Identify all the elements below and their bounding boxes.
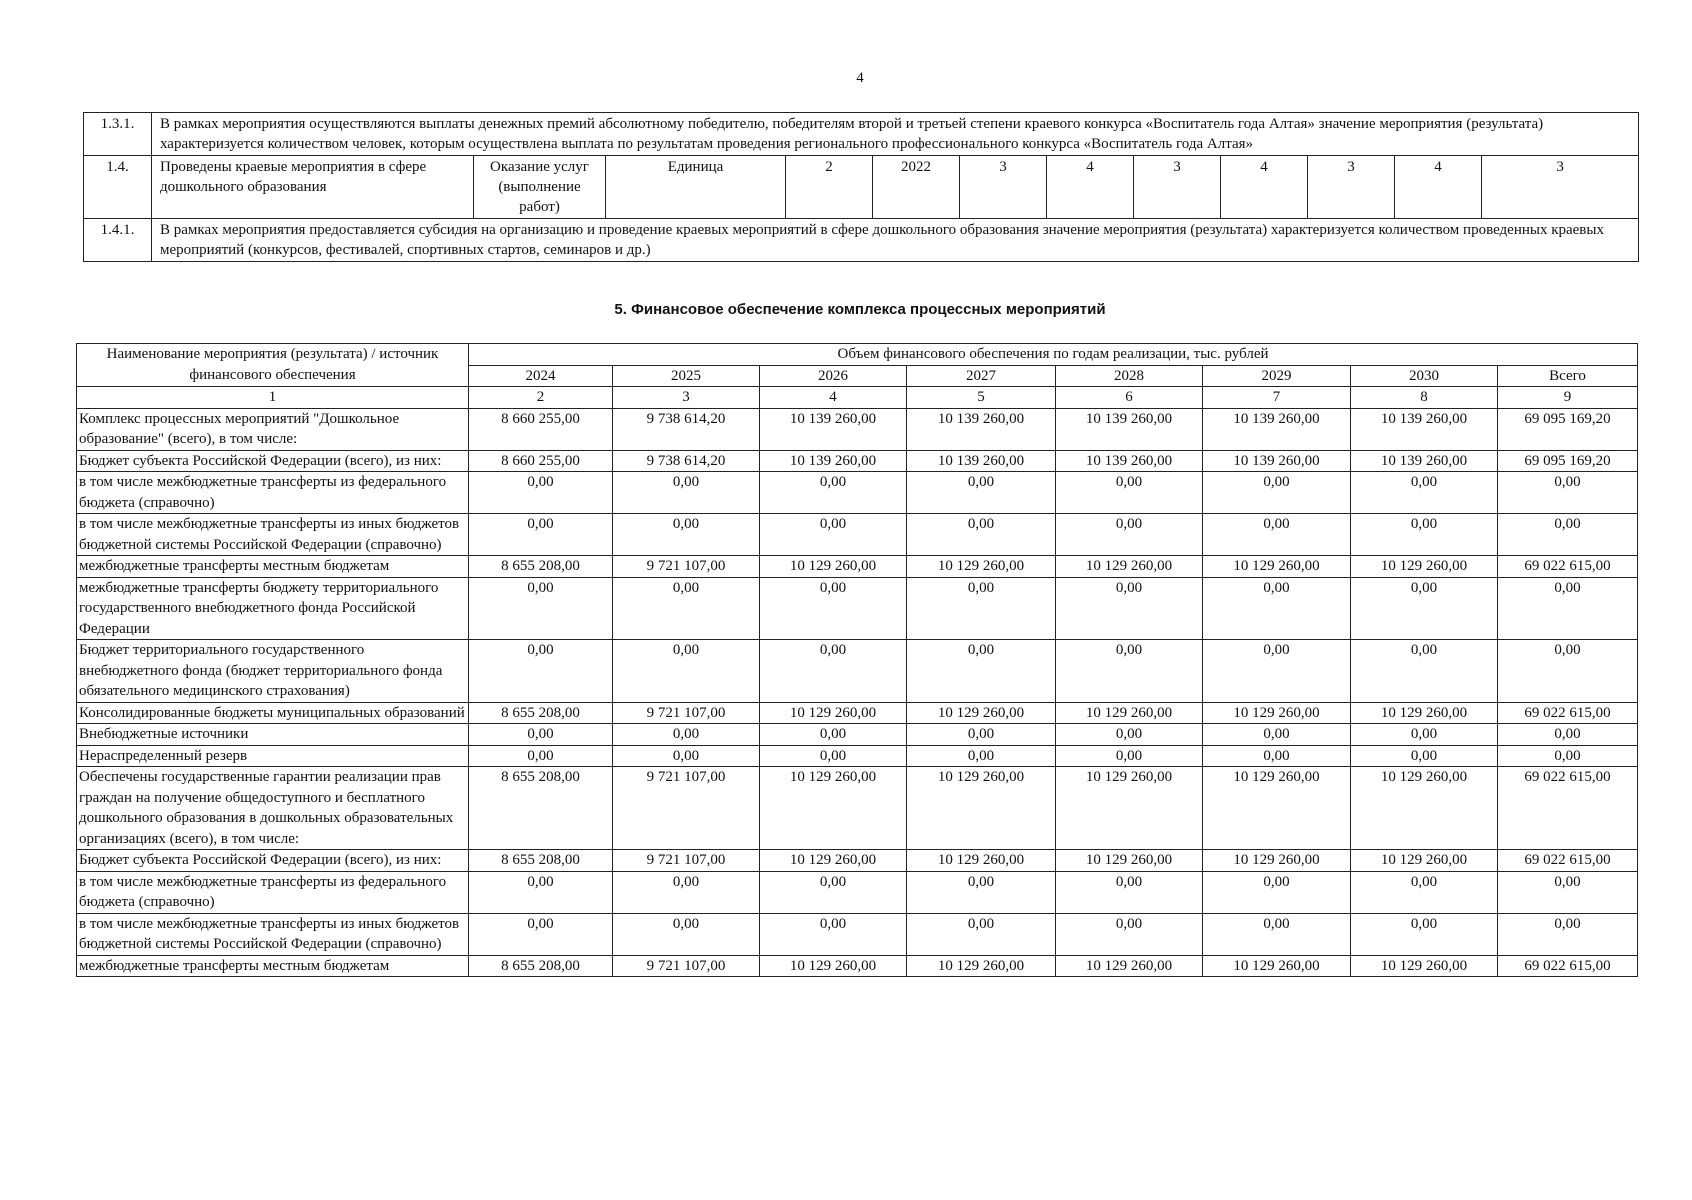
value-cell: 10 129 260,00 — [907, 850, 1056, 872]
value-cell: 10 129 260,00 — [1351, 702, 1498, 724]
indicator-kind: Оказание услуг (выполнение работ) — [474, 156, 606, 219]
value-cell: 9 721 107,00 — [613, 850, 760, 872]
value-cell: 10 129 260,00 — [907, 702, 1056, 724]
value-cell: 0,00 — [760, 913, 907, 955]
financing-table — [76, 343, 1638, 977]
value-cell: 69 022 615,00 — [1498, 955, 1638, 977]
row-number: 1.4. — [84, 156, 152, 219]
table-row — [77, 913, 1638, 955]
value-cell: 0,00 — [1498, 724, 1638, 746]
year-header: 2027 — [907, 365, 1056, 387]
value-cell: 8 655 208,00 — [469, 850, 613, 872]
value-cell: 0,00 — [907, 640, 1056, 703]
table-row — [77, 850, 1638, 872]
value-cell: 0,00 — [760, 745, 907, 767]
indicator-cell: 4 — [1047, 156, 1134, 219]
value-cell: 0,00 — [1056, 724, 1203, 746]
value-cell: 0,00 — [907, 724, 1056, 746]
table-row — [77, 724, 1638, 746]
column-number: 3 — [613, 387, 760, 409]
year-header: 2026 — [760, 365, 907, 387]
value-cell: 0,00 — [469, 577, 613, 640]
row-name: в том числе межбюджетные трансферты из федерального бюджета (справочно) — [77, 871, 469, 913]
value-cell: 0,00 — [469, 724, 613, 746]
value-cell: 9 721 107,00 — [613, 702, 760, 724]
table-row — [77, 871, 1638, 913]
value-cell: 0,00 — [1351, 514, 1498, 556]
value-cell: 0,00 — [1351, 640, 1498, 703]
value-cell: 0,00 — [760, 472, 907, 514]
header-row-1 — [77, 344, 1638, 366]
value-cell: 10 129 260,00 — [907, 955, 1056, 977]
value-cell: 0,00 — [613, 871, 760, 913]
value-cell: 10 129 260,00 — [907, 767, 1056, 850]
value-cell: 0,00 — [1056, 871, 1203, 913]
indicator-cell: 3 — [1482, 156, 1639, 219]
table-row — [77, 745, 1638, 767]
value-cell: 10 129 260,00 — [1351, 850, 1498, 872]
value-cell: 0,00 — [1351, 913, 1498, 955]
indicator-cell: 3 — [960, 156, 1047, 219]
row-number: 1.3.1. — [84, 113, 152, 156]
table-row — [77, 472, 1638, 514]
value-cell: 10 139 260,00 — [760, 408, 907, 450]
value-cell: 0,00 — [1498, 577, 1638, 640]
indicators-table — [83, 112, 1639, 262]
value-cell: 0,00 — [1056, 640, 1203, 703]
indicator-cell: 3 — [1134, 156, 1221, 219]
row-name: межбюджетные трансферты бюджету территориального государственного внебюджетного фонда Российской Федерации — [77, 577, 469, 640]
row-name: Нераспределенный резерв — [77, 745, 469, 767]
value-cell: 0,00 — [1351, 577, 1498, 640]
column-number: 2 — [469, 387, 613, 409]
row-name: Бюджет субъекта Российской Федерации (всего), из них: — [77, 450, 469, 472]
value-cell: 10 129 260,00 — [760, 702, 907, 724]
row-name: межбюджетные трансферты местным бюджетам — [77, 556, 469, 578]
row-name: Бюджет территориального государственного внебюджетного фонда (бюджет территориального фонда обязательного медицинского страхования) — [77, 640, 469, 703]
value-cell: 10 129 260,00 — [1056, 767, 1203, 850]
value-cell: 0,00 — [469, 745, 613, 767]
indicator-cell: 2022 — [873, 156, 960, 219]
value-cell: 10 129 260,00 — [760, 850, 907, 872]
value-cell: 0,00 — [613, 913, 760, 955]
value-cell: 69 022 615,00 — [1498, 556, 1638, 578]
value-cell: 0,00 — [760, 514, 907, 556]
note-text: В рамках мероприятия осуществляются выплаты денежных премий абсолютному победителю, победителям второй и третьей степени краевого конкурса «Воспитатель года Алтая» значение мероприятия (результата) характеризуется количеством человек, которым осуществлена выплата по результатам проведения регионального профессионального конкурса «Воспитатель года Алтая» — [152, 113, 1639, 156]
year-header: 2028 — [1056, 365, 1203, 387]
value-cell: 10 129 260,00 — [1056, 955, 1203, 977]
value-cell: 0,00 — [469, 913, 613, 955]
value-cell: 0,00 — [907, 514, 1056, 556]
value-cell: 0,00 — [1056, 913, 1203, 955]
value-cell: 9 721 107,00 — [613, 767, 760, 850]
value-cell: 0,00 — [1203, 640, 1351, 703]
value-cell: 0,00 — [1498, 514, 1638, 556]
value-cell: 0,00 — [1056, 514, 1203, 556]
table-row — [77, 702, 1638, 724]
indicator-cell: 2 — [786, 156, 873, 219]
value-cell: 0,00 — [613, 724, 760, 746]
value-cell: 0,00 — [1203, 913, 1351, 955]
value-cell: 10 139 260,00 — [1351, 408, 1498, 450]
value-cell: 10 129 260,00 — [1056, 556, 1203, 578]
value-cell: 8 655 208,00 — [469, 556, 613, 578]
note-row — [84, 219, 1639, 262]
value-cell: 10 129 260,00 — [1351, 767, 1498, 850]
value-cell: 10 139 260,00 — [1056, 450, 1203, 472]
value-cell: 10 129 260,00 — [1203, 702, 1351, 724]
value-cell: 10 129 260,00 — [760, 767, 907, 850]
year-header: Всего — [1498, 365, 1638, 387]
value-cell: 0,00 — [1056, 745, 1203, 767]
value-cell: 0,00 — [760, 577, 907, 640]
value-cell: 0,00 — [613, 514, 760, 556]
value-cell: 10 129 260,00 — [1203, 955, 1351, 977]
note-text: В рамках мероприятия предоставляется субсидия на организацию и проведение краевых мероприятий в сфере дошкольного образования значение мероприятия (результата) характеризуется количеством проведенных краевых мероприятий (конкурсов, фестивалей, спортивных стартов, семинаров и др.) — [152, 219, 1639, 262]
value-cell: 10 139 260,00 — [1351, 450, 1498, 472]
header-group-cell: Объем финансового обеспечения по годам реализации, тыс. рублей — [469, 344, 1638, 366]
value-cell: 9 721 107,00 — [613, 556, 760, 578]
indicator-cell: 4 — [1395, 156, 1482, 219]
indicator-unit: Единица — [606, 156, 786, 219]
value-cell: 0,00 — [907, 577, 1056, 640]
value-cell: 10 129 260,00 — [760, 556, 907, 578]
value-cell: 10 139 260,00 — [907, 450, 1056, 472]
row-name: Внебюджетные источники — [77, 724, 469, 746]
value-cell: 10 139 260,00 — [1056, 408, 1203, 450]
column-number: 1 — [77, 387, 469, 409]
value-cell: 0,00 — [907, 745, 1056, 767]
value-cell: 69 022 615,00 — [1498, 850, 1638, 872]
table-row — [77, 450, 1638, 472]
value-cell: 69 022 615,00 — [1498, 702, 1638, 724]
row-name: Бюджет субъекта Российской Федерации (всего), из них: — [77, 850, 469, 872]
header-name-cell: Наименование мероприятия (результата) / источник финансового обеспечения — [77, 344, 469, 387]
value-cell: 0,00 — [1056, 577, 1203, 640]
value-cell: 10 129 260,00 — [1056, 702, 1203, 724]
value-cell: 0,00 — [1056, 472, 1203, 514]
value-cell: 10 129 260,00 — [760, 955, 907, 977]
indicator-row — [84, 156, 1639, 219]
value-cell: 0,00 — [613, 472, 760, 514]
value-cell: 0,00 — [1203, 871, 1351, 913]
table-row — [77, 408, 1638, 450]
value-cell: 10 139 260,00 — [1203, 450, 1351, 472]
value-cell: 0,00 — [1351, 745, 1498, 767]
table-row — [77, 767, 1638, 850]
value-cell: 10 129 260,00 — [1351, 556, 1498, 578]
value-cell: 0,00 — [1498, 913, 1638, 955]
value-cell: 0,00 — [1351, 472, 1498, 514]
value-cell: 69 095 169,20 — [1498, 450, 1638, 472]
value-cell: 0,00 — [760, 724, 907, 746]
value-cell: 0,00 — [1498, 871, 1638, 913]
section-title: 5. Финансовое обеспечение комплекса процессных мероприятий — [614, 301, 1106, 318]
row-name: в том числе межбюджетные трансферты из иных бюджетов бюджетной системы Российской Федерации (справочно) — [77, 514, 469, 556]
value-cell: 0,00 — [1203, 745, 1351, 767]
value-cell: 0,00 — [1203, 514, 1351, 556]
value-cell: 0,00 — [613, 577, 760, 640]
value-cell: 10 129 260,00 — [1203, 767, 1351, 850]
row-name: межбюджетные трансферты местным бюджетам — [77, 955, 469, 977]
value-cell: 9 721 107,00 — [613, 955, 760, 977]
value-cell: 9 738 614,20 — [613, 450, 760, 472]
row-name: Комплекс процессных мероприятий "Дошкольное образование" (всего), в том числе: — [77, 408, 469, 450]
table-row — [77, 577, 1638, 640]
value-cell: 10 129 260,00 — [1056, 850, 1203, 872]
note-row — [84, 113, 1639, 156]
value-cell: 0,00 — [760, 871, 907, 913]
value-cell: 0,00 — [1498, 472, 1638, 514]
value-cell: 9 738 614,20 — [613, 408, 760, 450]
row-name: Консолидированные бюджеты муниципальных образований — [77, 702, 469, 724]
row-number: 1.4.1. — [84, 219, 152, 262]
value-cell: 0,00 — [1351, 724, 1498, 746]
row-name: в том числе межбюджетные трансферты из федерального бюджета (справочно) — [77, 472, 469, 514]
value-cell: 0,00 — [1203, 472, 1351, 514]
year-header: 2029 — [1203, 365, 1351, 387]
row-name: Обеспечены государственные гарантии реализации прав граждан на получение общедоступного и бесплатного дошкольного образования в дошкольных образовательных организациях (всего), в том числе: — [77, 767, 469, 850]
value-cell: 10 139 260,00 — [907, 408, 1056, 450]
value-cell: 0,00 — [907, 871, 1056, 913]
year-header: 2025 — [613, 365, 760, 387]
value-cell: 8 655 208,00 — [469, 955, 613, 977]
value-cell: 10 139 260,00 — [760, 450, 907, 472]
header-numbers-row — [77, 387, 1638, 409]
value-cell: 0,00 — [907, 913, 1056, 955]
indicator-cell: 4 — [1221, 156, 1308, 219]
value-cell: 0,00 — [469, 472, 613, 514]
value-cell: 69 095 169,20 — [1498, 408, 1638, 450]
column-number: 6 — [1056, 387, 1203, 409]
value-cell: 0,00 — [613, 745, 760, 767]
value-cell: 0,00 — [1498, 640, 1638, 703]
value-cell: 10 139 260,00 — [1203, 408, 1351, 450]
indicator-cell: 3 — [1308, 156, 1395, 219]
column-number: 5 — [907, 387, 1056, 409]
page-number: 4 — [856, 70, 864, 86]
year-header: 2024 — [469, 365, 613, 387]
indicator-name: Проведены краевые мероприятия в сфере дошкольного образования — [152, 156, 474, 219]
column-number: 7 — [1203, 387, 1351, 409]
column-number: 9 — [1498, 387, 1638, 409]
value-cell: 0,00 — [1351, 871, 1498, 913]
value-cell: 10 129 260,00 — [1203, 556, 1351, 578]
table-row — [77, 556, 1638, 578]
column-number: 8 — [1351, 387, 1498, 409]
table-row — [77, 514, 1638, 556]
value-cell: 8 660 255,00 — [469, 450, 613, 472]
value-cell: 69 022 615,00 — [1498, 767, 1638, 850]
value-cell: 10 129 260,00 — [1351, 955, 1498, 977]
value-cell: 0,00 — [1498, 745, 1638, 767]
value-cell: 8 655 208,00 — [469, 702, 613, 724]
value-cell: 0,00 — [469, 514, 613, 556]
value-cell: 0,00 — [1203, 724, 1351, 746]
value-cell: 8 655 208,00 — [469, 767, 613, 850]
value-cell: 0,00 — [1203, 577, 1351, 640]
column-number: 4 — [760, 387, 907, 409]
row-name: в том числе межбюджетные трансферты из иных бюджетов бюджетной системы Российской Федерации (справочно) — [77, 913, 469, 955]
value-cell: 0,00 — [469, 640, 613, 703]
value-cell: 8 660 255,00 — [469, 408, 613, 450]
table-row — [77, 955, 1638, 977]
value-cell: 0,00 — [760, 640, 907, 703]
value-cell: 0,00 — [469, 871, 613, 913]
year-header: 2030 — [1351, 365, 1498, 387]
table-row — [77, 640, 1638, 703]
value-cell: 10 129 260,00 — [1203, 850, 1351, 872]
value-cell: 0,00 — [613, 640, 760, 703]
value-cell: 10 129 260,00 — [907, 556, 1056, 578]
value-cell: 0,00 — [907, 472, 1056, 514]
